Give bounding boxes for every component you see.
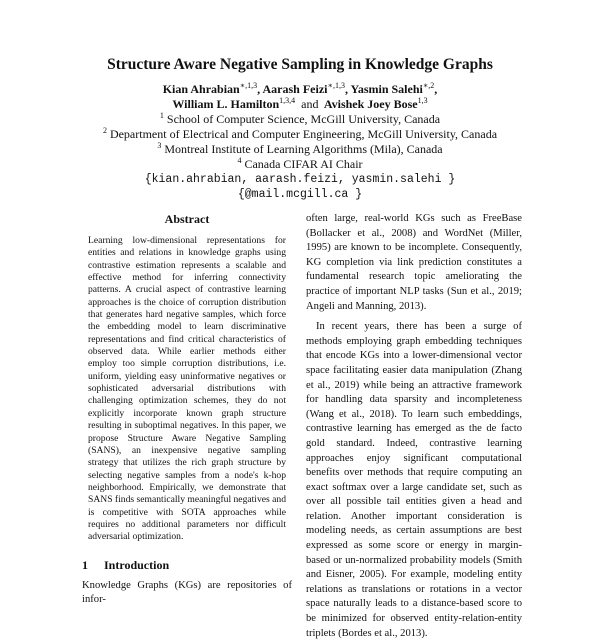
affiliation-text: Department of Electrical and Computer Engineering, McGill University, Canada: [109, 127, 498, 141]
author-line-1: Kian Ahrabian$^{∗,1,3}$, Aarash Feizi$^{∗,1,3}$, Yasmin Salehi$^{∗,2}$,: [162, 81, 438, 96]
intro-paragraph-start: Knowledge Graphs (KGs) are repositories of infor-: [82, 579, 292, 606]
author-superscript: ∗,1,3: [239, 81, 258, 90]
section-number: 1: [82, 557, 88, 572]
affiliation-superscript: 3: [157, 141, 162, 150]
right-column: [306, 212, 522, 641]
section-heading-introduction: [82, 558, 292, 573]
author-name: Yasmin Salehi: [350, 82, 423, 96]
body-paragraph-1: often large, real-world KGs such as FreeBase (Bollacker et al., 2008) and WordNet (Miller, 1995) are known to be incomplete. Consequently, KG completion via link prediction constitutes a fundamental research topic ameliorating the practice of important NLP tasks (Sun et al., 2019; Angeli and Manning, 2013).: [306, 213, 522, 312]
author-superscript: 1,3: [417, 96, 428, 105]
and-word: and: [301, 97, 319, 111]
abstract-text: Learning low-dimensional representations for entities and relations in knowledge graphs using contrastive estimation represents a scalable and effective method for inferring connectivity patterns. A crucial aspect of contrastive learning approaches is the choice of corruption distribution that generates hard negative samples, which force the embedding model to learn discriminative representations and find critical characteristics of observed data. While earlier methods either employ too simple corruption distributions, i.e. uniform, yielding easy uninformative negatives or sophisticated adversarial distributions with challenging optimization schemes, they do not explicitly incorporate known graph structure resulting in suboptimal negatives. In this paper, we propose Structure Aware Negative Sampling (SANS), an inexpensive negative sampling strategy that utilizes the rich graph structure by selecting negative samples from a node's k-hop neighborhood. Empirically, we demonstrate that SANS finds semantically meaningful negatives and is competitive with SOTA approaches while requires no additional parameters nor difficult adversarial optimization.: [88, 235, 286, 543]
author-name: Avishek Joey Bose: [323, 97, 418, 111]
affiliation-superscript: 2: [102, 126, 107, 135]
affiliation-4: [0, 157, 600, 172]
affiliation-superscript: 4: [237, 156, 242, 165]
affiliation-2: [0, 127, 600, 142]
section-title-text: Introduction: [104, 557, 170, 572]
author-block: [0, 82, 600, 202]
paper-title: Structure Aware Negative Sampling in Knowledge Graphs: [107, 56, 493, 73]
left-column: [82, 212, 292, 608]
affiliation-text: School of Computer Science, McGill University, Canada: [166, 112, 441, 126]
affiliation-text: Canada CIFAR AI Chair: [244, 157, 363, 171]
abstract-heading: Abstract: [164, 212, 210, 226]
author-superscript: ∗,2: [422, 81, 435, 90]
author-name: Kian Ahrabian: [162, 82, 240, 96]
affiliation-text: Montreal Institute of Learning Algorithms (Mila), Canada: [164, 142, 443, 156]
email-line-2: {@mail.mcgill.ca }: [237, 188, 363, 201]
affiliation-superscript: 1: [159, 111, 164, 120]
author-name: Aarash Feizi: [262, 82, 328, 96]
affiliation-1: [0, 112, 600, 127]
author-line-2: [0, 97, 600, 112]
author-superscript: ∗,1,3: [327, 81, 345, 90]
affiliation-3: [0, 142, 600, 157]
body-paragraph-2: In recent years, there has been a surge of methods employing graph embedding techniques that encode KGs into a lower-dimensional vector space facilitating easier data manipulation (Zhang et al., 2019) while being an attractive framework for handling data sparsity and incompleteness (Wang et al., 2018). To learn such embeddings, contrastive learning has emerged as the de facto gold standard. Indeed, contrastive learning approaches enjoy significant computational benefits over methods that require computing an exact softmax over a large candidate set, such as over all possible tail entities given a head and relation. Another important consideration is modeling needs, as certain assumptions are best expressed as some score or energy in margin-based or un-normalized probability models (Smith and Eisner, 2005). For example, modeling entity relations as translations or rotations in a vector space naturally leads to a distance-based score to be minimized for observed entity-relation-entity triplets (Bordes et al., 2013).: [306, 321, 522, 639]
author-superscript: 1,3,4: [279, 96, 296, 105]
email-line-1: {kian.ahrabian, aarash.feizi, yasmin.salehi }: [144, 173, 456, 186]
author-name: William L. Hamilton: [172, 97, 280, 111]
